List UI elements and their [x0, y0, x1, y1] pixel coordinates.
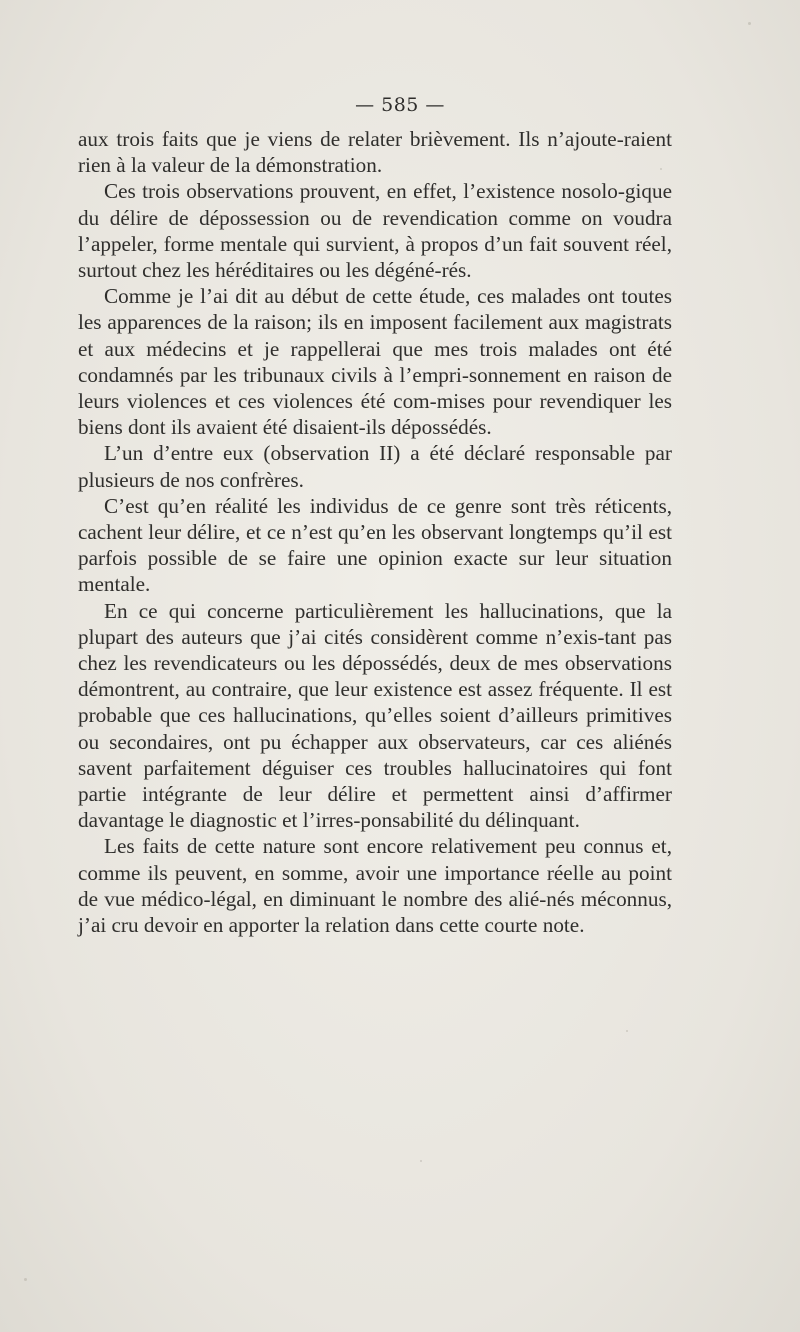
paragraph-3: Comme je l’ai dit au début de cette étude, ces malades ont toutes les apparences de la raison; ils en imposent facilement aux magistrats et aux médecins et je rappellerai que mes trois malades ont été condamnés par les tribunaux civils à l’empri-sonnement en raison de leurs violences et ces violences été com-mises pour revendiquer les biens dont ils avaient été disaient-ils dépossédés.	[78, 284, 672, 440]
paragraph-6: En ce qui concerne particulièrement les hallucinations, que la plupart des auteurs que j’ai cités considèrent comme n’exis-tant pas chez les revendicateurs ou les dépossédés, deux de mes observations démontrent, au contraire, que leur existence est assez fréquente. Il est probable que ces hallucinations, qu’elles soient d’ailleurs primitives ou secondaires, ont pu échapper aux observateurs, car ces aliénés savent parfaitement déguiser ces troubles hallucinatoires qui font partie intégrante de leur délire et permettent ainsi d’affirmer davantage le diagnostic et l’irres-ponsabilité du délinquant.	[78, 598, 672, 833]
body-text	[78, 126, 672, 938]
page-number: — 585 —	[355, 94, 445, 116]
paragraph-5: C’est qu’en réalité les individus de ce genre sont très réticents, cachent leur délire, et ce n’est qu’en les observant longtemps qu’il est parfois possible de se faire une opinion exacte sur leur situation mentale.	[78, 493, 672, 597]
paper-speck	[748, 22, 751, 25]
paper-speck	[626, 1030, 628, 1032]
paragraph-1: aux trois faits que je viens de relater brièvement. Ils n’ajoute-raient rien à la valeur de la démonstration.	[78, 127, 672, 178]
paper-speck	[420, 1160, 422, 1162]
paragraph-7: Les faits de cette nature sont encore relativement peu connus et, comme ils peuvent, en somme, avoir une importance réelle au point de vue médico-légal, en diminuant le nombre des alié-nés méconnus, j’ai cru devoir en apporter la relation dans cette courte note.	[78, 834, 672, 938]
paper-speck	[660, 168, 662, 170]
paragraph-2: Ces trois observations prouvent, en effet, l’existence nosolo-gique du délire de dépossession ou de revendication comme on voudra l’appeler, forme mentale qui survient, à propos d’un fait souvent réel, surtout chez les héréditaires ou les dégéné-rés.	[78, 179, 672, 283]
paper-speck	[24, 1278, 27, 1281]
paragraph-4: L’un d’entre eux (observation II) a été déclaré responsable par plusieurs de nos confrères.	[78, 441, 672, 492]
